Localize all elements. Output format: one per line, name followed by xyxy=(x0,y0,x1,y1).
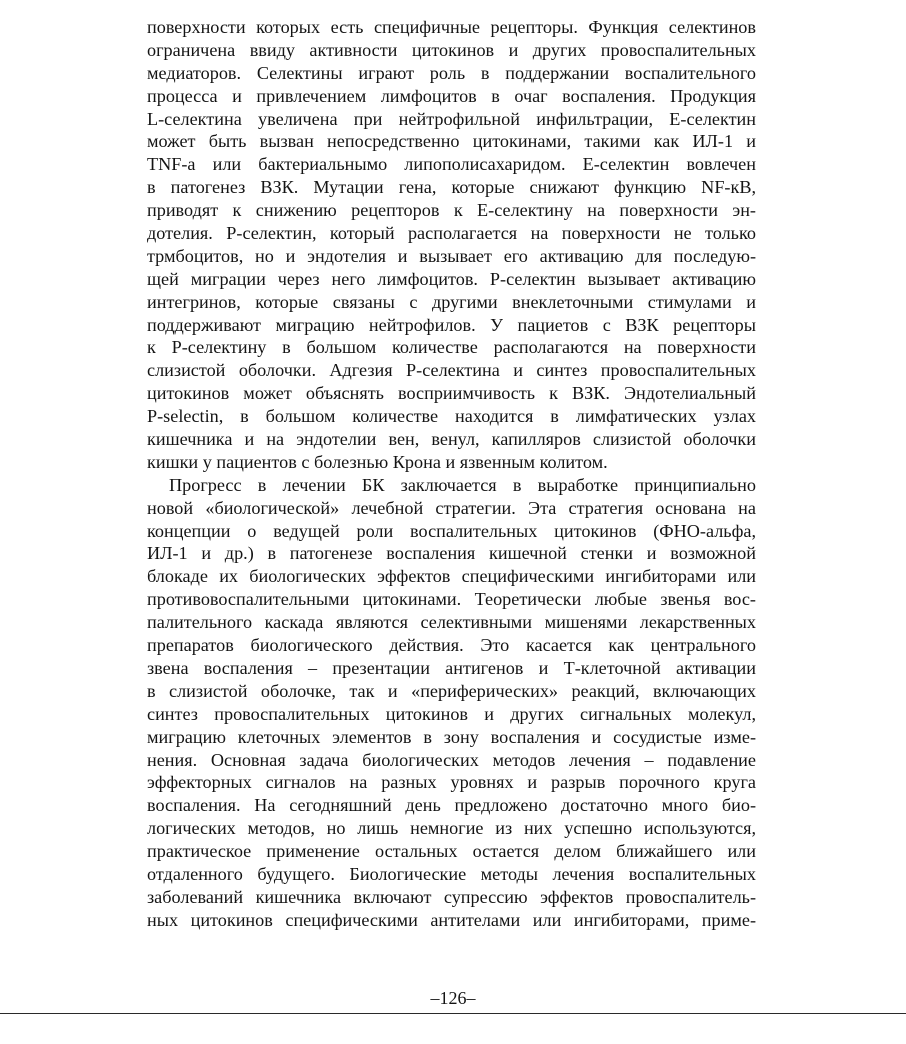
paragraph-biological-therapy xyxy=(147,474,756,932)
text-line: ИЛ-1 и др.) в патогенезе воспаления кишечной стенки и возможной xyxy=(147,543,756,564)
page-body xyxy=(147,16,756,932)
text-line: L-селектина увеличена при нейтрофильной инфильтрации, Е-селектин xyxy=(147,108,756,129)
paragraph-selectins xyxy=(147,16,756,474)
text-line: новой «биологической» лечебной стратегии. Эта стратегия основана на xyxy=(147,497,756,518)
text-line: противовоспалительными цитокинами. Теоретически любые звенья вос- xyxy=(147,589,756,610)
text-line: кишечника и на эндотелии вен, венул, капилляров слизистой оболочки xyxy=(147,429,756,450)
text-line: поддерживают миграцию нейтрофилов. У пациетов с ВЗК рецепторы xyxy=(147,314,756,335)
text-line: препаратов биологического действия. Это касается как центрального xyxy=(147,635,756,656)
text-line: P-selectin, в большом количестве находится в лимфатических узлах xyxy=(147,406,756,427)
text-line: отдаленного будущего. Биологические методы лечения воспалительных xyxy=(147,863,756,884)
text-line: нения. Основная задача биологических методов лечения – подавление xyxy=(147,749,756,770)
text-line: концепции о ведущей роли воспалительных цитокинов (ФНО-альфа, xyxy=(147,520,756,541)
text-line: звена воспаления – презентации антигенов и Т-клеточной активации xyxy=(147,657,756,678)
text-line: цитокинов может объяснять восприимчивость к ВЗК. Эндотелиальный xyxy=(147,383,756,404)
text-line: дотелия. Р-селектин, который располагается на поверхности не только xyxy=(147,223,756,244)
footer-rule xyxy=(0,1013,906,1014)
text-line: интегринов, которые связаны с другими внеклеточными стимулами и xyxy=(147,291,756,312)
text-line: TNF-a или бактериальнымо липополисахаридом. Е-селектин вовлечен xyxy=(147,154,756,175)
text-line: воспаления. На сегодняшний день предложено достаточно много био- xyxy=(147,795,756,816)
text-line: эффекторных сигналов на разных уровнях и разрыв порочного круга xyxy=(147,772,756,793)
page-number: –126– xyxy=(430,988,476,1008)
text-line: поверхности которых есть специфичные рецепторы. Функция селектинов xyxy=(147,17,756,37)
text-line: блокаде их биологических эффектов специфическими ингибиторами или xyxy=(147,566,756,587)
text-line: трмбоцитов, но и эндотелия и вызывает его активацию для последую- xyxy=(147,245,756,266)
text-line: ограничена ввиду активности цитокинов и других провоспалительных xyxy=(147,39,756,60)
text-line: щей миграции через него лимфоцитов. Р-селектин вызывает активацию xyxy=(147,268,756,289)
text-line: логических методов, но лишь немногие из них успешно используются, xyxy=(147,818,756,839)
text-line: практическое применение остальных остается делом ближайшего или xyxy=(147,841,756,862)
text-line: Прогресс в лечении БК заключается в выработке принципиально xyxy=(169,474,756,495)
text-line: синтез провоспалительных цитокинов и других сигнальных молекул, xyxy=(147,703,756,724)
text-line: приводят к снижению рецепторов к Е-селектину на поверхности эн- xyxy=(147,200,756,221)
text-line: к Р-селектину в большом количестве располагаются на поверхности xyxy=(147,337,756,358)
text-line: заболеваний кишечника включают супрессию эффектов провоспалитель- xyxy=(147,886,756,907)
text-line: в патогенез ВЗК. Мутации гена, которые снижают функцию NF-кВ, xyxy=(147,177,756,198)
text-line: миграцию клеточных элементов в зону воспаления и сосудистые изме- xyxy=(147,726,756,747)
text-line: в слизистой оболочке, так и «периферических» реакций, включающих xyxy=(147,680,756,701)
text-line: медиаторов. Селектины играют роль в поддержании воспалительного xyxy=(147,62,756,83)
text-line: процесса и привлечением лимфоцитов в очаг воспаления. Продукция xyxy=(147,85,756,106)
text-line: может быть вызван непосредственно цитокинами, такими как ИЛ-1 и xyxy=(147,131,756,152)
text-line: палительного каскада являются селективными мишенями лекарственных xyxy=(147,612,756,633)
text-line: слизистой оболочки. Адгезия Р-селектина и синтез провоспалительных xyxy=(147,360,756,381)
text-line: ных цитокинов специфическими антителами или ингибиторами, приме- xyxy=(147,909,756,930)
text-line: кишки у пациентов с болезнью Крона и язвенным колитом. xyxy=(147,451,608,472)
